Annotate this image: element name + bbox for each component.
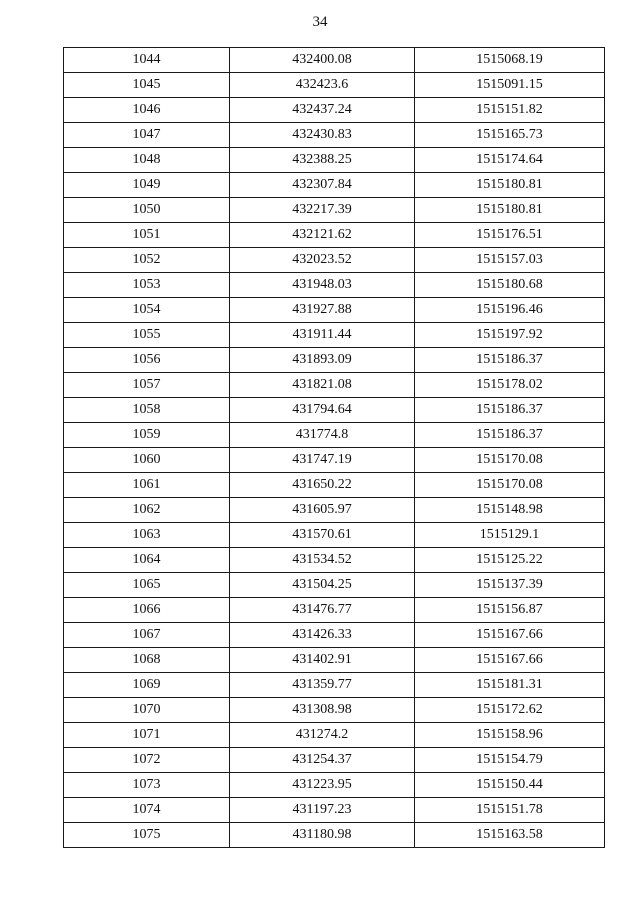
y-coordinate-cell: 1515174.64 [415, 148, 605, 173]
y-coordinate-cell: 1515180.68 [415, 273, 605, 298]
table-row [64, 423, 605, 448]
table-row [64, 773, 605, 798]
x-coordinate-cell: 432121.62 [230, 223, 415, 248]
y-coordinate-cell: 1515129.1 [415, 523, 605, 548]
x-coordinate-cell: 431570.61 [230, 523, 415, 548]
table-row [64, 173, 605, 198]
x-coordinate-cell: 432307.84 [230, 173, 415, 198]
x-coordinate-cell: 432217.39 [230, 198, 415, 223]
y-coordinate-cell: 1515156.87 [415, 598, 605, 623]
point-number-cell: 1046 [64, 98, 230, 123]
point-number-cell: 1070 [64, 698, 230, 723]
x-coordinate-cell: 431893.09 [230, 348, 415, 373]
point-number-cell: 1073 [64, 773, 230, 798]
y-coordinate-cell: 1515180.81 [415, 198, 605, 223]
y-coordinate-cell: 1515176.51 [415, 223, 605, 248]
point-number-cell: 1048 [64, 148, 230, 173]
point-number-cell: 1056 [64, 348, 230, 373]
x-coordinate-cell: 431605.97 [230, 498, 415, 523]
point-number-cell: 1051 [64, 223, 230, 248]
table-row [64, 498, 605, 523]
point-number-cell: 1047 [64, 123, 230, 148]
y-coordinate-cell: 1515186.37 [415, 398, 605, 423]
x-coordinate-cell: 431504.25 [230, 573, 415, 598]
x-coordinate-cell: 431927.88 [230, 298, 415, 323]
table-row [64, 623, 605, 648]
table-row [64, 523, 605, 548]
table-row [64, 323, 605, 348]
y-coordinate-cell: 1515158.96 [415, 723, 605, 748]
table-row [64, 748, 605, 773]
y-coordinate-cell: 1515163.58 [415, 823, 605, 848]
x-coordinate-cell: 431402.91 [230, 648, 415, 673]
x-coordinate-cell: 431911.44 [230, 323, 415, 348]
x-coordinate-cell: 431948.03 [230, 273, 415, 298]
x-coordinate-cell: 432400.08 [230, 48, 415, 73]
point-number-cell: 1069 [64, 673, 230, 698]
table-row [64, 673, 605, 698]
point-number-cell: 1059 [64, 423, 230, 448]
x-coordinate-cell: 431821.08 [230, 373, 415, 398]
table-row [64, 698, 605, 723]
table-row [64, 573, 605, 598]
table-row [64, 448, 605, 473]
point-number-cell: 1044 [64, 48, 230, 73]
table-row [64, 373, 605, 398]
point-number-cell: 1066 [64, 598, 230, 623]
y-coordinate-cell: 1515091.15 [415, 73, 605, 98]
point-number-cell: 1062 [64, 498, 230, 523]
point-number-cell: 1068 [64, 648, 230, 673]
table-row [64, 198, 605, 223]
point-number-cell: 1054 [64, 298, 230, 323]
point-number-cell: 1075 [64, 823, 230, 848]
table-row [64, 73, 605, 98]
point-number-cell: 1050 [64, 198, 230, 223]
point-number-cell: 1058 [64, 398, 230, 423]
y-coordinate-cell: 1515167.66 [415, 623, 605, 648]
y-coordinate-cell: 1515157.03 [415, 248, 605, 273]
y-coordinate-cell: 1515154.79 [415, 748, 605, 773]
y-coordinate-cell: 1515178.02 [415, 373, 605, 398]
x-coordinate-cell: 431180.98 [230, 823, 415, 848]
table-row [64, 123, 605, 148]
point-number-cell: 1045 [64, 73, 230, 98]
table-row [64, 273, 605, 298]
table-row [64, 548, 605, 573]
y-coordinate-cell: 1515150.44 [415, 773, 605, 798]
table-row [64, 248, 605, 273]
x-coordinate-cell: 431223.95 [230, 773, 415, 798]
y-coordinate-cell: 1515151.82 [415, 98, 605, 123]
point-number-cell: 1060 [64, 448, 230, 473]
x-coordinate-cell: 431308.98 [230, 698, 415, 723]
x-coordinate-cell: 431650.22 [230, 473, 415, 498]
x-coordinate-cell: 431254.37 [230, 748, 415, 773]
x-coordinate-cell: 431534.52 [230, 548, 415, 573]
y-coordinate-cell: 1515180.81 [415, 173, 605, 198]
y-coordinate-cell: 1515186.37 [415, 423, 605, 448]
y-coordinate-cell: 1515068.19 [415, 48, 605, 73]
table-row [64, 98, 605, 123]
table-row [64, 223, 605, 248]
x-coordinate-cell: 431794.64 [230, 398, 415, 423]
point-number-cell: 1061 [64, 473, 230, 498]
y-coordinate-cell: 1515137.39 [415, 573, 605, 598]
point-number-cell: 1074 [64, 798, 230, 823]
table-row [64, 398, 605, 423]
table-row [64, 473, 605, 498]
y-coordinate-cell: 1515151.78 [415, 798, 605, 823]
y-coordinate-cell: 1515197.92 [415, 323, 605, 348]
page-number: 34 [312, 14, 328, 30]
point-number-cell: 1067 [64, 623, 230, 648]
y-coordinate-cell: 1515181.31 [415, 673, 605, 698]
table-row [64, 823, 605, 848]
point-number-cell: 1065 [64, 573, 230, 598]
x-coordinate-cell: 432423.6 [230, 73, 415, 98]
point-number-cell: 1049 [64, 173, 230, 198]
x-coordinate-cell: 432430.83 [230, 123, 415, 148]
coordinates-table-body [64, 48, 605, 848]
y-coordinate-cell: 1515125.22 [415, 548, 605, 573]
x-coordinate-cell: 431774.8 [230, 423, 415, 448]
table-row [64, 648, 605, 673]
point-number-cell: 1071 [64, 723, 230, 748]
table-row [64, 798, 605, 823]
point-number-cell: 1064 [64, 548, 230, 573]
y-coordinate-cell: 1515172.62 [415, 698, 605, 723]
x-coordinate-cell: 431274.2 [230, 723, 415, 748]
y-coordinate-cell: 1515148.98 [415, 498, 605, 523]
point-number-cell: 1057 [64, 373, 230, 398]
x-coordinate-cell: 432437.24 [230, 98, 415, 123]
table-row [64, 48, 605, 73]
point-number-cell: 1052 [64, 248, 230, 273]
y-coordinate-cell: 1515165.73 [415, 123, 605, 148]
x-coordinate-cell: 431197.23 [230, 798, 415, 823]
x-coordinate-cell: 431359.77 [230, 673, 415, 698]
table-row [64, 598, 605, 623]
y-coordinate-cell: 1515186.37 [415, 348, 605, 373]
y-coordinate-cell: 1515167.66 [415, 648, 605, 673]
y-coordinate-cell: 1515170.08 [415, 473, 605, 498]
table-row [64, 148, 605, 173]
point-number-cell: 1072 [64, 748, 230, 773]
point-number-cell: 1053 [64, 273, 230, 298]
x-coordinate-cell: 431426.33 [230, 623, 415, 648]
table-row [64, 723, 605, 748]
table-row [64, 348, 605, 373]
table-row [64, 298, 605, 323]
x-coordinate-cell: 432388.25 [230, 148, 415, 173]
x-coordinate-cell: 431747.19 [230, 448, 415, 473]
x-coordinate-cell: 431476.77 [230, 598, 415, 623]
coordinates-table [63, 47, 605, 848]
y-coordinate-cell: 1515196.46 [415, 298, 605, 323]
x-coordinate-cell: 432023.52 [230, 248, 415, 273]
y-coordinate-cell: 1515170.08 [415, 448, 605, 473]
point-number-cell: 1063 [64, 523, 230, 548]
point-number-cell: 1055 [64, 323, 230, 348]
